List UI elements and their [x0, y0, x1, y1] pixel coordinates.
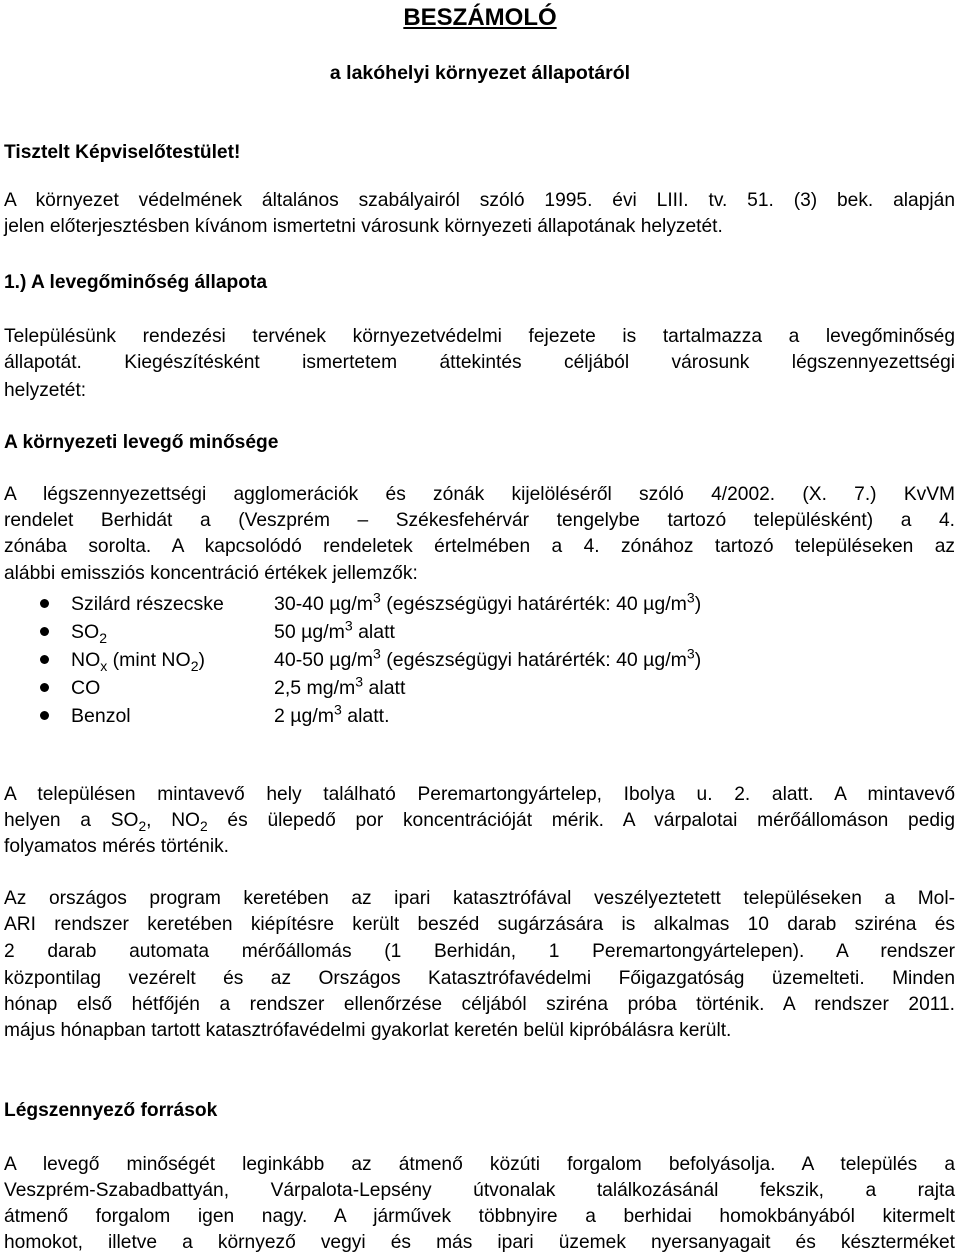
sources-line-4: homokot, illetve a környező vegyi és más ipari üzemek nyersanyagait és készterméket — [4, 1232, 955, 1253]
sampling-line-3: folyamatos mérés történik. — [4, 836, 230, 857]
pollutant-name: $SO_2$ — [71, 621, 107, 646]
subheading-ambient-air: A környezeti levegő minősége — [4, 432, 279, 453]
program-line-4: központilag vezérelt és az Országos Katasztrófavédelmi Főigazgatóság üzemelteti. Minden — [4, 968, 955, 989]
bullet-icon — [40, 599, 49, 608]
section1-line-3: helyzetét: — [4, 380, 87, 401]
air-line-1: A légszennyezettségi agglomerációk és zónák kijelöléséről szóló 4/2002. (X. 7.) KvVM — [4, 484, 955, 505]
salutation: Tisztelt Képviselőtestület! — [4, 142, 241, 163]
program-line-5: hónap első hétfőjén a rendszer ellenőrzése céljából sziréna próba történik. A rendszer 2011. — [4, 994, 955, 1015]
sampling-line-1: A településen mintavevő hely található Peremartongyártelep, Ibolya u. 2. alatt. A mintavevő — [4, 784, 955, 805]
document-subtitle: a lakóhelyi környezet állapotáról — [329, 62, 631, 84]
program-line-1: Az országos program keretében az ipari katasztrófával veszélyeztetett településeken a Mol- — [4, 888, 955, 909]
pollutant-value: 40-50 $\mu g/m^3$ (egészségügyi határérték: 40 $\mu g/m^3$) — [274, 645, 702, 671]
sources-line-3: átmenő forgalom igen nagy. A járművek többnyire a berhidai homokbányából kitermelt — [4, 1206, 955, 1227]
air-line-3: zónába sorolta. A kapcsolódó rendeletek értelmében a 4. zónához tartozó településeken az — [4, 536, 955, 557]
pollutant-name: Benzol — [71, 705, 131, 727]
program-line-6: május hónapban tartott katasztrófavédelmi gyakorlat keretén belül kipróbálásra került. — [4, 1020, 732, 1041]
pollutant-value: 2 $\mu g/m^3$ alatt. — [274, 701, 390, 727]
section-heading-air-quality: 1.) A levegőminőség állapota — [4, 272, 268, 293]
bullet-icon — [40, 683, 49, 692]
document-title: BESZÁMOLÓ — [403, 4, 557, 31]
section1-line-1: Településünk rendezési tervének környezetvédelmi fejezete is tartalmazza a levegőminőség — [4, 326, 955, 347]
pollutant-name: Szilárd részecske — [71, 593, 224, 615]
program-line-2: ARI rendszer keretében kiépítésre került beszéd sugárzására is alkalmas 10 darab sziréna és — [4, 914, 955, 935]
air-line-2: rendelet Berhidát a (Veszprém – Székesfehérvár tengelybe tartozó településként) a 4. — [4, 510, 955, 531]
sampling-line-2: helyen a $SO_2$, $NO_2$ és ülepedő por koncentrációját mérik. A várpalotai mérőállomáson pedig — [4, 810, 955, 834]
bullet-icon — [40, 627, 49, 636]
bullet-icon — [40, 655, 49, 664]
program-line-3: 2 darab automata mérőállomás (1 Berhidán, 1 Peremartongyártelepen). A rendszer — [4, 941, 955, 962]
pollutant-value: 30-40 $\mu g/m^3$ (egészségügyi határérték: 40 $\mu g/m^3$) — [274, 589, 702, 615]
subheading-pollution-sources: Légszennyező források — [4, 1100, 218, 1121]
sources-line-1: A levegő minőségét leginkább az átmenő közúti forgalom befolyásolja. A település a — [4, 1154, 955, 1175]
sources-line-2: Veszprém-Szabadbattyán, Várpalota-Lepsény útvonalak találkozásánál fekszik, a rajta — [4, 1180, 955, 1201]
intro-line-2: jelen előterjesztésben kívánom ismertetni városunk környezeti állapotának helyzetét. — [4, 216, 723, 237]
air-line-4: alábbi emissziós koncentráció értékek jellemzők: — [4, 563, 418, 584]
bullet-icon — [40, 711, 49, 720]
section1-line-2: állapotát. Kiegészítésként ismertetem áttekintés céljából városunk légszennyezettségi — [4, 352, 955, 373]
pollutant-value: 50 $\mu g/m^3$ alatt — [274, 617, 395, 643]
intro-line-1: A környezet védelmének általános szabályairól szóló 1995. évi LIII. tv. 51. (3) bek. alapján — [4, 190, 955, 211]
pollutant-value: 2,5 $mg/m^3$ alatt — [274, 673, 406, 699]
pollutant-name: CO — [71, 677, 101, 699]
pollutant-name: $NO_x$ (mint $NO_2$) — [71, 649, 205, 674]
